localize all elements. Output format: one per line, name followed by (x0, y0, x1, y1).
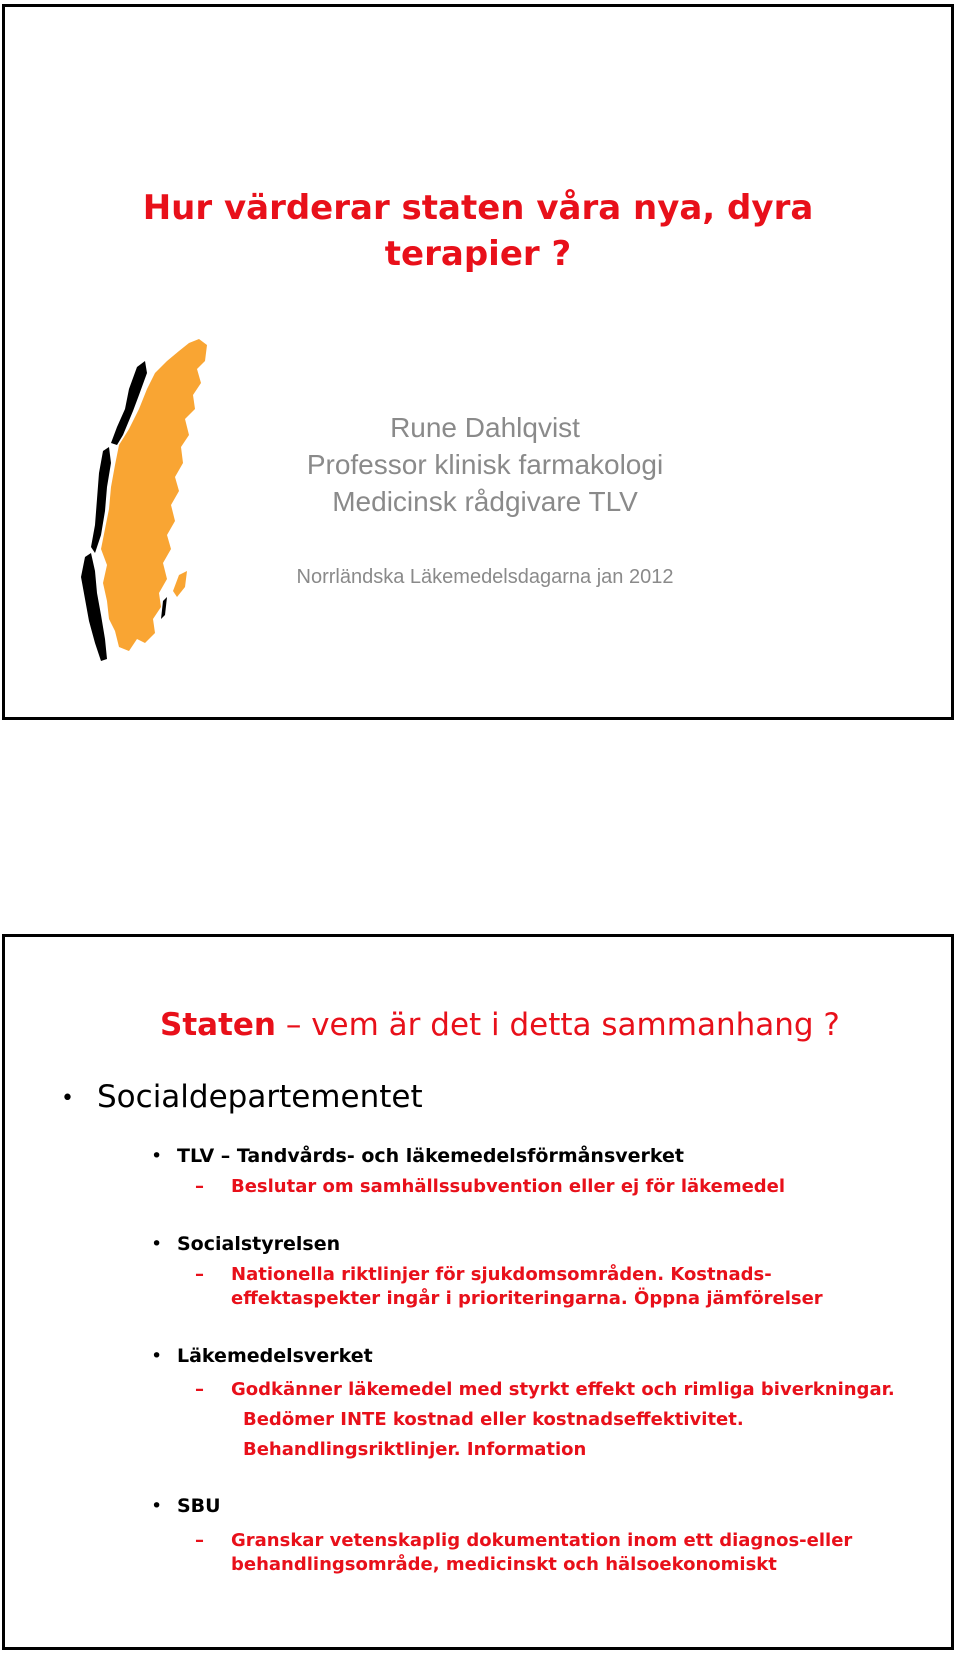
bullet-icon: • (151, 1345, 163, 1367)
dash-icon: – (195, 1176, 204, 1197)
title-line-2: terapier ? (384, 234, 572, 274)
bullet-main (61, 1079, 423, 1115)
title-rest: vem är det i detta sammanhang ? (311, 1007, 840, 1043)
list-item-label: TLV – Tandvårds- och läkemedelsförmånsverket (177, 1145, 685, 1167)
sub-line: Godkänner läkemedel med styrkt effekt och rimliga biverkningar. (231, 1379, 895, 1400)
title-strong: Staten (160, 1007, 276, 1043)
sub-item-lakemedelsverket (195, 1375, 895, 1465)
sub-item-socialstyrelsen (195, 1263, 823, 1311)
list-item-lakemedelsverket (151, 1345, 373, 1367)
slide-1 (2, 4, 954, 720)
sub-line: Beslutar om samhällssubvention eller ej för läkemedel (231, 1176, 786, 1197)
title-line-1: Hur värderar staten våra nya, dyra (142, 188, 814, 228)
bullet-icon: • (151, 1495, 163, 1517)
sub-line: behandlingsområde, medicinskt och hälsoekonomiskt (231, 1554, 777, 1575)
sub-line: effektaspekter ingår i prioriteringarna. Öppna jämförelser (231, 1288, 823, 1309)
bullet-icon: • (151, 1145, 163, 1167)
sub-line: Bedömer INTE kostnad eller kostnadseffektivitet. (243, 1409, 744, 1430)
author-position: Professor klinisk farmakologi (306, 449, 664, 480)
slide-2-title (160, 1007, 840, 1043)
sub-item-tlv (195, 1175, 785, 1199)
map-coast-south (81, 553, 107, 661)
dash-icon: – (195, 1379, 204, 1400)
sub-line: Nationella riktlinjer för sjukdomsområden. Kostnads- (231, 1264, 772, 1285)
bullet-icon: • (151, 1233, 163, 1255)
map-oland (161, 597, 167, 619)
slide-2 (2, 934, 954, 1650)
dash-icon: – (195, 1530, 204, 1551)
bullet-main-text: Socialdepartementet (97, 1079, 423, 1115)
list-item-label: Socialstyrelsen (177, 1233, 341, 1255)
list-item-label: SBU (177, 1495, 221, 1517)
event-name: Norrländska Läkemedelsdagarna jan 2012 (296, 566, 674, 588)
author-role: Medicinsk rådgivare TLV (332, 486, 638, 517)
title-dash: – (285, 1007, 302, 1043)
sub-item-sbu (195, 1529, 852, 1577)
author-name: Rune Dahlqvist (390, 412, 580, 443)
slide-1-title (5, 185, 951, 277)
list-item-socialstyrelsen (151, 1233, 340, 1255)
sub-line: Granskar vetenskaplig dokumentation inom ett diagnos-eller (231, 1530, 853, 1551)
list-item-tlv (151, 1145, 684, 1167)
bullet-icon: • (61, 1086, 74, 1111)
dash-icon: – (195, 1264, 204, 1285)
sub-line: Behandlingsriktlinjer. Information (243, 1439, 587, 1460)
list-item-sbu (151, 1495, 221, 1517)
list-item-label: Läkemedelsverket (177, 1345, 373, 1367)
